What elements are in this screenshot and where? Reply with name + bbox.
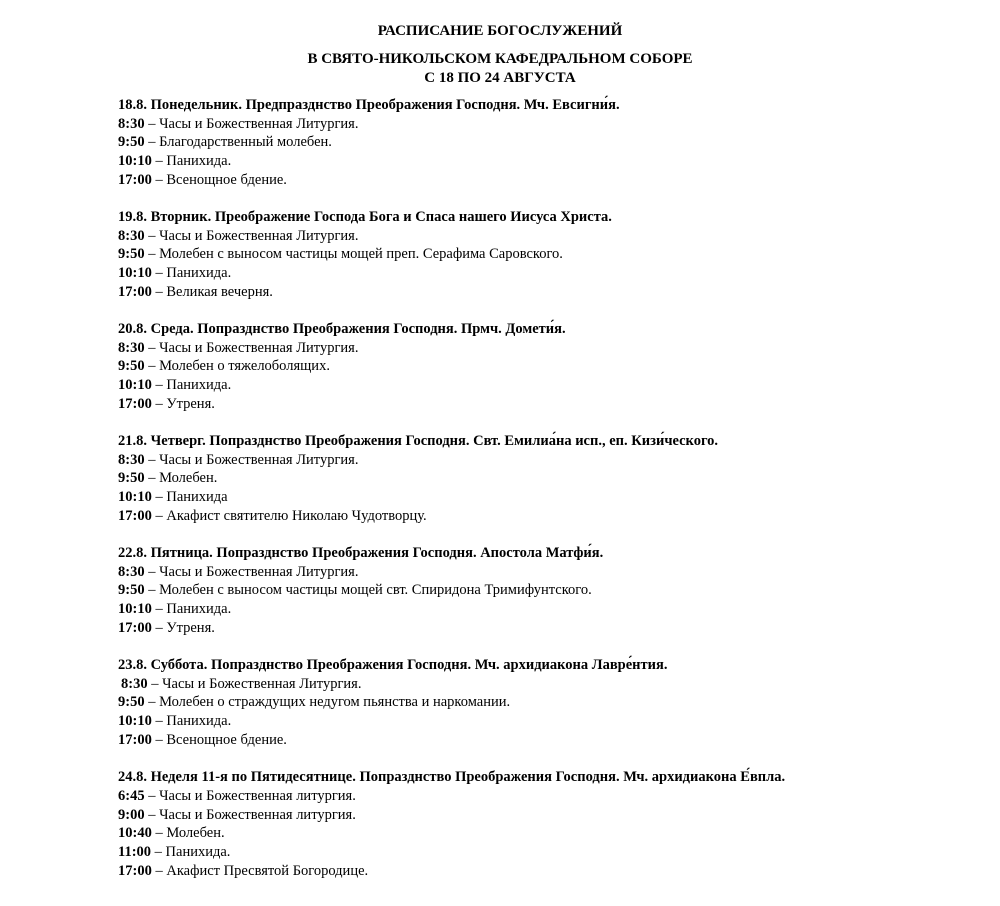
service-time: 17:00 [118, 731, 152, 748]
service-entry [118, 843, 978, 862]
service-entry [118, 283, 978, 302]
service-description: – Часы и Божественная Литургия. [144, 451, 359, 468]
service-description: – Часы и Божественная литургия. [144, 806, 356, 823]
service-description: – Утреня. [151, 395, 215, 412]
service-description: – Часы и Божественная Литургия. [144, 563, 359, 580]
day-section [118, 96, 978, 190]
service-description: – Акафист Пресвятой Богородице. [151, 862, 369, 879]
day-heading: 19.8. Вторник. Преображение Господа Бога и Спаса нашего Иисуса Христа. [118, 209, 612, 226]
service-entry [118, 563, 978, 582]
day-section [118, 432, 978, 526]
service-entry [118, 339, 978, 358]
service-entry [118, 712, 978, 731]
service-time: 8:30 [118, 563, 145, 580]
service-description: – Молебен о тяжелоболящих. [144, 358, 330, 375]
service-description: – Молебен. [144, 470, 218, 487]
document-title: РАСПИСАНИЕ БОГОСЛУЖЕНИЙ [377, 23, 623, 39]
schedule-list [118, 96, 978, 899]
service-description: – Панихида. [151, 153, 232, 170]
day-section [118, 320, 978, 414]
day-heading: 23.8. Суббота. Попразднство Преображения Господня. Мч. архидиакона Лавре́нтия. [118, 657, 668, 674]
service-time: 6:45 [118, 787, 145, 804]
day-heading: 20.8. Среда. Попразднство Преображения Господня. Прмч. Домети́я. [118, 321, 566, 338]
service-time: 10:10 [118, 601, 152, 618]
service-description: – Часы и Божественная Литургия. [144, 227, 359, 244]
service-description: – Молебен. [151, 825, 225, 842]
day-section [118, 208, 978, 302]
service-description: – Панихида. [151, 843, 231, 860]
service-entry [118, 469, 978, 488]
service-description: – Молебен о страждущих недугом пьянства и наркомании. [144, 694, 511, 711]
service-entry [118, 451, 978, 470]
service-entry [118, 806, 978, 825]
service-description: – Всенощное бдение. [151, 171, 287, 188]
service-description: – Панихида. [151, 713, 232, 730]
document-subtitle-dates: С 18 ПО 24 АВГУСТА [424, 70, 576, 86]
day-heading: 18.8. Понедельник. Предпразднство Преображения Господня. Мч. Евсигни́я. [118, 97, 620, 113]
service-entry [118, 395, 978, 414]
service-entry [118, 357, 978, 376]
service-entry [118, 824, 978, 843]
service-description: – Панихида [151, 489, 228, 506]
service-description: – Панихида. [151, 601, 232, 618]
service-description: – Молебен с выносом частицы мощей преп. Серафима Саровского. [144, 246, 563, 263]
service-description: – Панихида. [151, 265, 232, 282]
service-entry [118, 731, 978, 750]
service-time: 10:10 [118, 713, 152, 730]
service-description: – Утреня. [151, 619, 215, 636]
service-time: 9:50 [118, 358, 145, 375]
service-time: 8:30 [118, 115, 145, 132]
service-entry [118, 171, 978, 190]
service-time: 8:30 [118, 227, 145, 244]
service-entry [118, 376, 978, 395]
service-time: 10:10 [118, 377, 152, 394]
service-description: – Часы и Божественная Литургия. [144, 115, 359, 132]
service-time: 9:50 [118, 470, 145, 487]
service-entry [118, 862, 978, 881]
service-entry [118, 675, 978, 694]
document-subtitle-cathedral: В СВЯТО-НИКОЛЬСКОМ КАФЕДРАЛЬНОМ СОБОРЕ [307, 51, 693, 67]
service-entry [118, 245, 978, 264]
service-description: – Акафист святителю Николаю Чудотворцу. [151, 507, 427, 524]
service-description: – Всенощное бдение. [151, 731, 287, 748]
service-entry [118, 488, 978, 507]
service-time: 10:40 [118, 825, 152, 842]
service-entry [118, 787, 978, 806]
day-heading: 24.8. Неделя 11-я по Пятидесятнице. Попразднство Преображения Господня. Мч. архидиакона Е́впла. [118, 769, 786, 786]
service-description: – Молебен с выносом частицы мощей свт. Спиридона Тримифунтского. [144, 582, 592, 599]
service-time: 17:00 [118, 283, 152, 300]
service-time: 8:30 [118, 339, 145, 356]
service-entry [118, 619, 978, 638]
day-section [118, 544, 978, 638]
service-entry [118, 693, 978, 712]
service-description: – Часы и Божественная Литургия. [147, 675, 362, 692]
service-time: 17:00 [118, 862, 152, 879]
service-entry [118, 507, 978, 526]
service-time: 17:00 [118, 171, 152, 188]
day-section [118, 656, 978, 750]
service-time: 9:00 [118, 806, 145, 823]
service-time: 11:00 [118, 843, 152, 860]
service-time: 17:00 [118, 395, 152, 412]
service-description: – Благодарственный молебен. [144, 134, 332, 151]
service-description: – Часы и Божественная литургия. [144, 787, 356, 804]
day-section [118, 768, 978, 880]
service-entry [118, 152, 978, 171]
service-time: 17:00 [118, 619, 152, 636]
service-time: 9:50 [118, 246, 145, 263]
service-entry [118, 133, 978, 152]
service-entry [118, 600, 978, 619]
service-description: – Панихида. [151, 377, 232, 394]
service-time: 17:00 [118, 507, 152, 524]
service-time: 10:10 [118, 265, 152, 282]
service-time: 10:10 [118, 489, 152, 506]
service-time: 8:30 [121, 675, 148, 692]
service-entry [118, 581, 978, 600]
service-description: – Великая вечерня. [151, 283, 273, 300]
service-description: – Часы и Божественная Литургия. [144, 339, 359, 356]
service-time: 9:50 [118, 134, 145, 151]
service-time: 8:30 [118, 451, 145, 468]
day-heading: 21.8. Четверг. Попразднство Преображения Господня. Свт. Емилиа́на исп., еп. Кизи́ческого. [118, 433, 719, 450]
service-time: 9:50 [118, 582, 145, 599]
service-entry [118, 227, 978, 246]
service-time: 10:10 [118, 153, 152, 170]
service-entry [118, 115, 978, 134]
service-time: 9:50 [118, 694, 145, 711]
service-entry [118, 264, 978, 283]
day-heading: 22.8. Пятница. Попразднство Преображения Господня. Апостола Матфи́я. [118, 545, 604, 562]
